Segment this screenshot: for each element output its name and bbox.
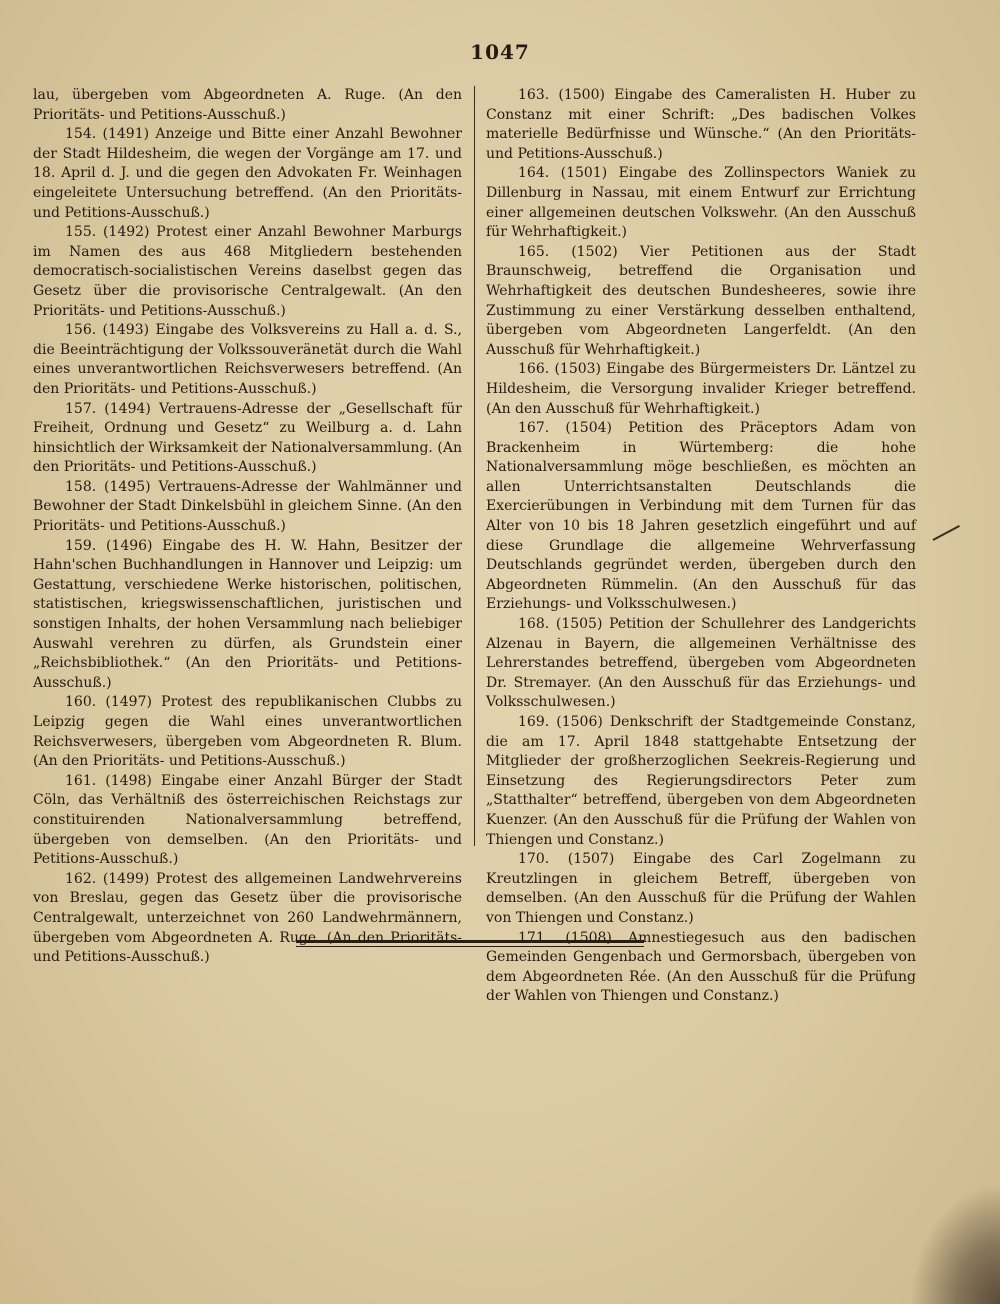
column-divider [474, 86, 475, 846]
list-item: 164. (1501) Eingabe des Zollinspectors Waniek zu Dillenburg in Nassau, mit einem Entwurf zur Errichtung einer allgemeinen deutschen Volkswehr. (An den Ausschuß für Wehrhaftigkeit.) [486, 165, 916, 241]
list-item: 162. (1499) Protest des allgemeinen Landwehrvereins von Breslau, gegen das Gesetz über die provisorische Centralgewalt, unterzeichnet von 260 Landwehrmännern, übergeben vom Abgeordneten A. Ruge. (An den Prioritäts- und Petitions-Ausschuß.) [33, 870, 462, 966]
section-end-rule [296, 940, 644, 947]
list-item: 166. (1503) Eingabe des Bürgermeisters Dr. Läntzel zu Hildesheim, die Versorgung invalider Krieger betreffend. (An den Ausschuß für Wehrhaftigkeit.) [486, 361, 916, 417]
list-item: 159. (1496) Eingabe des H. W. Hahn, Besitzer der Hahn'schen Buchhandlungen in Hannover und Leipzig: um Gestattung, verschiedene Werke historischen, politischen, statistischen, kriegswissenschaftlichen, juristischen und sonstigen Inhalts, der hohen Versammlung nach beliebiger Auswahl verehren zu dürfen, als Grundstein einer „Reichsbibliothek.“ (An den Prioritäts- und Petitions-Ausschuß.) [33, 537, 462, 691]
list-item: 161. (1498) Eingabe einer Anzahl Bürger der Stadt Cöln, das Verhältniß des österreichischen Reichstags zur constituirenden Nationalversammlung betreffend, übergeben von demselben. (An den Prioritäts- und Petitions-Ausschuß.) [33, 772, 462, 868]
list-item: 168. (1505) Petition der Schullehrer des Landgerichts Alzenau in Bayern, die allgemeinen Verhältnisse des Lehrerstandes betreffend, übergeben vom Abgeordneten Dr. Stremayer. (An den Ausschuß für das Erziehungs- und Volksschulwesen.) [486, 616, 916, 711]
list-item: 165. (1502) Vier Petitionen aus der Stadt Braunschweig, betreffend die Organisation und Wehrhaftigkeit des deutschen Bundesheeres, sowie ihre Zustimmung zu einer Verstärkung desselben enthaltend, übergeben vom Abgeordneten Langerfeldt. (An den Ausschuß für Wehrhaftigkeit.) [486, 243, 916, 358]
list-item: 157. (1494) Vertrauens-Adresse der „Gesellschaft für Freiheit, Ordnung und Gesetz“ zu Weilburg a. d. Lahn hinsichtlich der Wirksamkeit der Nationalversammlung. (An den Prioritäts- und Petitions-Ausschuß.) [33, 400, 462, 476]
list-item: 154. (1491) Anzeige und Bitte einer Anzahl Bewohner der Stadt Hildesheim, die wegen der Vorgänge am 17. und 18. April d. J. und die gegen den Advokaten Fr. Weinhagen eingeleitete Untersuchung betreffend. (An den Prioritäts- und Petitions-Ausschuß.) [33, 126, 462, 221]
right-column [486, 86, 916, 1007]
list-item: 160. (1497) Protest des republikanischen Clubbs zu Leipzig gegen die Wahl eines unverantwortlichen Reichsverwesers, übergeben vom Abgeordneten R. Blum. (An den Prioritäts- und Petitions-Ausschuß.) [33, 694, 462, 770]
list-item: 170. (1507) Eingabe des Carl Zogelmann zu Kreutzlingen in gleichem Betreff, übergeben von demselben. (An den Ausschuß für die Prüfung der Wahlen von Thiengen und Constanz.) [486, 851, 916, 926]
list-item: lau, übergeben vom Abgeordneten A. Ruge. (An den Prioritäts- und Petitions-Ausschuß.) [33, 87, 462, 123]
left-column [33, 86, 462, 968]
list-item: 167. (1504) Petition des Präceptors Adam von Brackenheim in Würtemberg: die hohe Nationalversammlung möge beschließen, es möchten an allen Unterrichtsanstalten Deutschlands die Exercierübungen in Verbindung mit dem Turnen für das Alter von 10 bis 18 Jahren gesetzlich eingeführt und auf diese Grundlage die allgemeine Wehrverfassung Deutschlands gegründet werden, übergeben durch den Abgeordneten Rümmelin. (An den Ausschuß für das Erziehungs- und Volksschulwesen.) [486, 420, 916, 613]
list-item: 171. (1508) Amnestiegesuch aus den badischen Gemeinden Gengenbach und Germorsbach, übergeben von dem Abgeordneten Rée. (An den Ausschuß für die Prüfung der Wahlen von Thiengen und Constanz.) [486, 929, 916, 1005]
list-item: 156. (1493) Eingabe des Volksvereins zu Hall a. d. S., die Beeinträchtigung der Volkssouveränetät durch die Wahl eines unverantwortlichen Reichsverwesers betreffend. (An den Prioritäts- und Petitions-Ausschuß.) [33, 322, 462, 397]
list-item: 163. (1500) Eingabe des Cameralisten H. Huber zu Constanz mit einer Schrift: „Des badischen Volkes materielle Bedürfnisse und Wünsche.“ (An den Prioritäts- und Petitions-Ausschuß.) [486, 87, 916, 162]
list-item: 155. (1492) Protest einer Anzahl Bewohner Marburgs im Namen des aus 468 Mitgliedern bestehenden democratisch-socialistischen Vereins daselbst gegen das Gesetz über die provisorische Centralgewalt. (An den Prioritäts- und Petitions-Ausschuß.) [33, 224, 462, 319]
list-item: 158. (1495) Vertrauens-Adresse der Wahlmänner und Bewohner der Stadt Dinkelsbühl in gleichem Sinne. (An den Prioritäts- und Petitions-Ausschuß.) [33, 478, 462, 535]
page-corner-shadow [910, 1184, 1000, 1304]
margin-pencil-mark [933, 525, 960, 541]
page-number: 1047 [470, 40, 530, 64]
list-item: 169. (1506) Denkschrift der Stadtgemeinde Constanz, die am 17. April 1848 stattgehabte Entsetzung der Mitglieder der großherzoglichen Seekreis-Regierung und Einsetzung des Regierungsdirectors Peter zum „Statthalter“ betreffend, übergeben von dem Abgeordneten Kuenzer. (An den Ausschuß für die Prüfung der Wahlen von Thiengen und Constanz.) [486, 714, 916, 848]
